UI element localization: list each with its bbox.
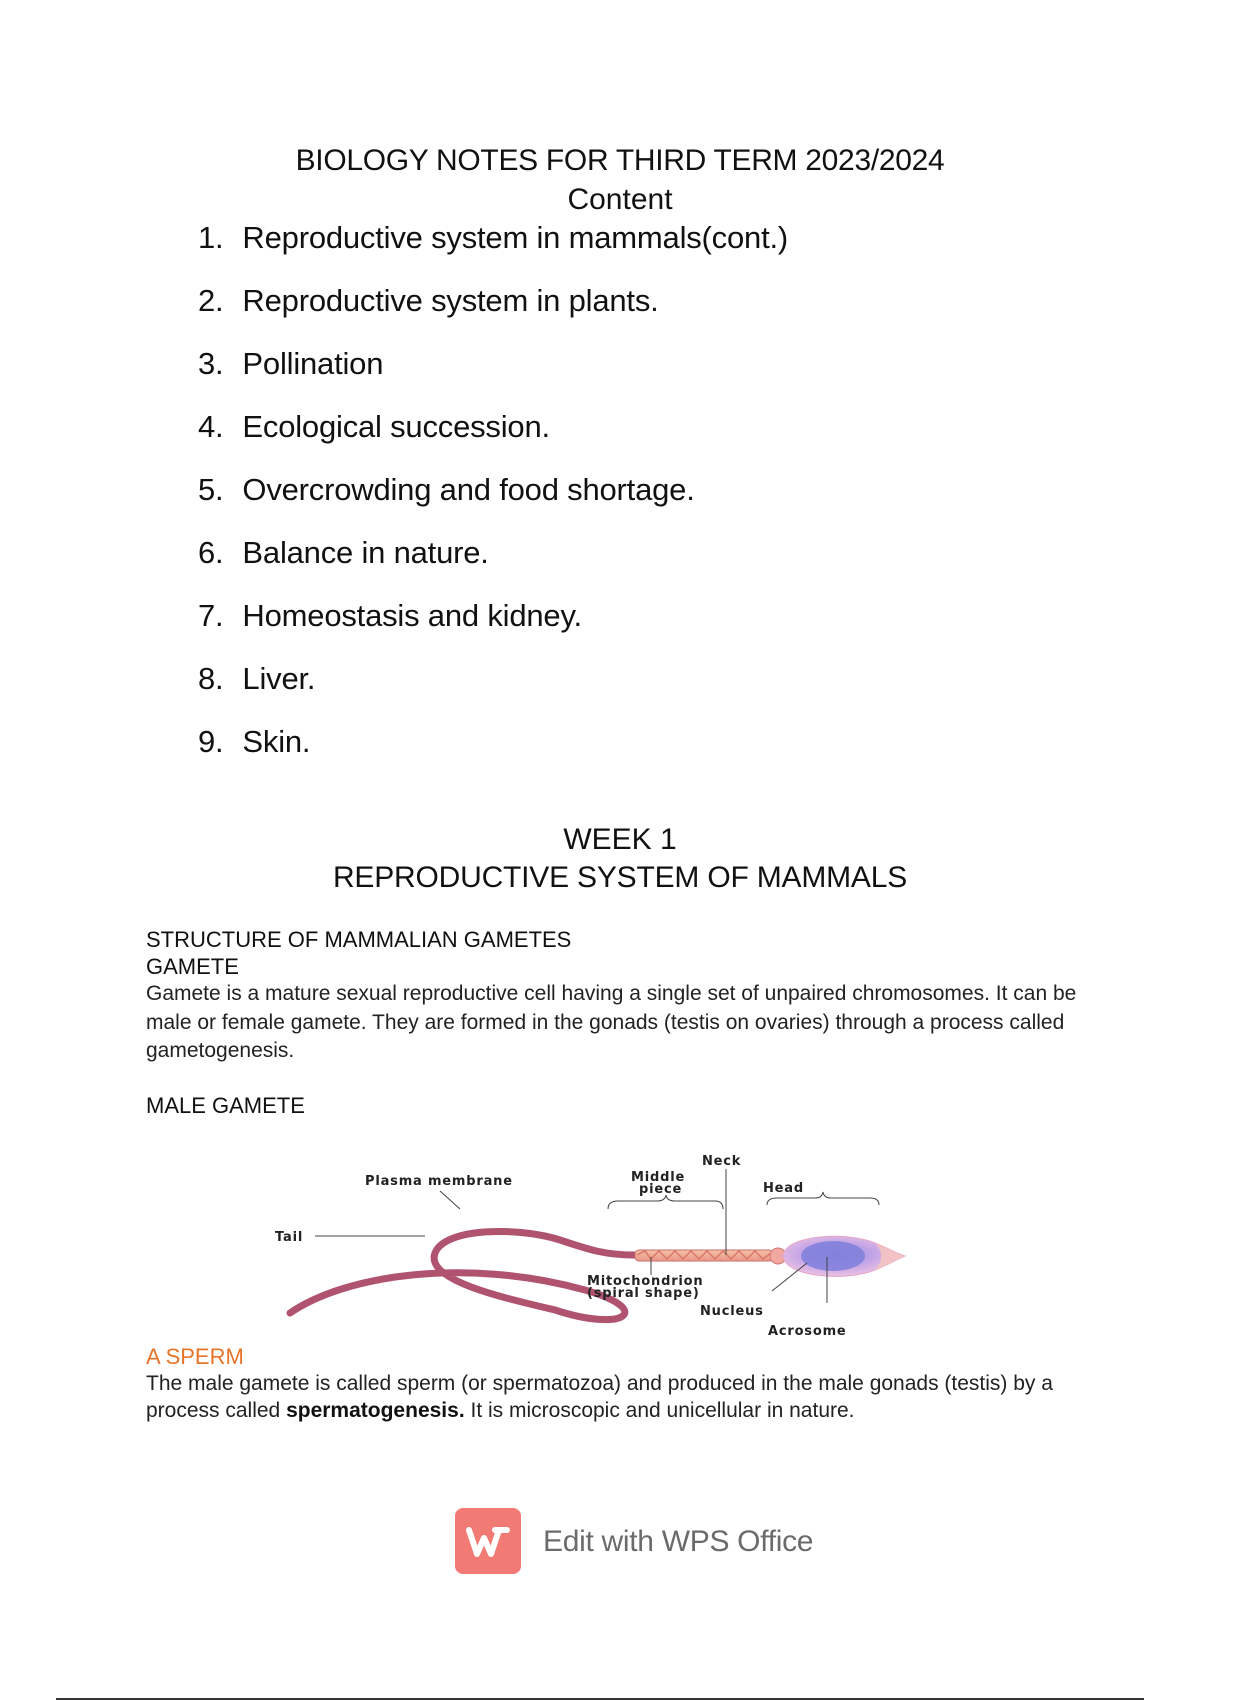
sperm-paragraph	[146, 1370, 1106, 1424]
head-label: Head	[763, 1181, 804, 1196]
sperm-diagram	[275, 1135, 950, 1339]
contents-item-text: Pollination	[242, 346, 384, 381]
document-title: BIOLOGY NOTES FOR THIRD TERM 2023/2024	[295, 144, 945, 177]
wps-edit-text: Edit with WPS Office	[543, 1525, 814, 1558]
contents-item-number: 4.	[198, 409, 224, 444]
week-subtitle: REPRODUCTIVE SYSTEM OF MAMMALS	[332, 861, 908, 894]
contents-item	[198, 344, 788, 407]
contents-item-number: 8.	[198, 661, 224, 696]
contents-heading: Content	[567, 183, 673, 216]
contents-item-text: Liver.	[242, 661, 316, 696]
contents-item-number: 6.	[198, 535, 224, 570]
contents-item-number: 1.	[198, 220, 224, 255]
contents-item	[198, 281, 788, 344]
contents-item-text: Homeostasis and kidney.	[242, 598, 582, 633]
contents-item	[198, 218, 788, 281]
contents-item-text: Overcrowding and food shortage.	[242, 472, 695, 507]
sperm-paragraph-text-end: It is microscopic and unicellular in nature.	[464, 1399, 855, 1422]
contents-item	[198, 722, 788, 785]
mitochondrion-label-line2: (spiral shape)	[587, 1286, 700, 1301]
contents-item-number: 3.	[198, 346, 224, 381]
sperm-paragraph-text: The male gamete is called sperm (or spermatozoa) and produced in the male gonads (testis) by a process called	[146, 1372, 1053, 1422]
gamete-paragraph: Gamete is a mature sexual reproductive cell having a single set of unpaired chromosomes. It can be male or female gamete. They are formed in the gonads (testis on ovaries) through a process called gametogenesis.	[146, 982, 1077, 1062]
week-title: WEEK 1	[563, 823, 677, 856]
sperm-middle-piece	[635, 1250, 773, 1261]
contents-item-text: Balance in nature.	[242, 535, 489, 570]
contents-item-number: 7.	[198, 598, 224, 633]
wps-logo-icon	[455, 1508, 521, 1574]
acrosome-label: Acrosome	[768, 1324, 847, 1339]
plasma-membrane-leader	[440, 1191, 460, 1209]
nucleus-label: Nucleus	[700, 1304, 764, 1319]
contents-item	[198, 659, 788, 722]
contents-item-text: Reproductive system in plants.	[242, 283, 659, 318]
contents-item-text: Reproductive system in mammals(cont.)	[242, 220, 789, 255]
contents-list	[198, 218, 788, 785]
neck-label: Neck	[702, 1154, 742, 1169]
sperm-diagram-figure	[275, 1135, 950, 1339]
sperm-heading: A SPERM	[146, 1344, 244, 1369]
plasma-membrane-label: Plasma membrane	[365, 1174, 513, 1189]
sperm-tail	[290, 1231, 635, 1319]
nucleus-leader	[772, 1263, 807, 1291]
contents-item-number: 5.	[198, 472, 224, 507]
male-gamete-heading: MALE GAMETE	[146, 1093, 305, 1118]
middle-piece-brace	[608, 1195, 723, 1209]
middle-piece-label-line2: piece	[639, 1182, 683, 1197]
contents-item-number: 2.	[198, 283, 224, 318]
contents-item-number: 9.	[198, 724, 224, 759]
contents-item	[198, 533, 788, 596]
gamete-heading: GAMETE	[146, 954, 239, 979]
sperm-nucleus	[801, 1241, 865, 1271]
mitochondrion-label: Mitochondrion	[587, 1274, 704, 1289]
tail-label: Tail	[275, 1230, 304, 1245]
contents-item	[198, 470, 788, 533]
middle-piece-label: Middle	[631, 1170, 686, 1185]
contents-item	[198, 596, 788, 659]
section-heading: STRUCTURE OF MAMMALIAN GAMETES	[146, 927, 572, 952]
spermatogenesis-term: spermatogenesis.	[286, 1399, 465, 1422]
contents-item-text: Skin.	[242, 724, 311, 759]
contents-item	[198, 407, 788, 470]
contents-item-text: Ecological succession.	[242, 409, 550, 444]
